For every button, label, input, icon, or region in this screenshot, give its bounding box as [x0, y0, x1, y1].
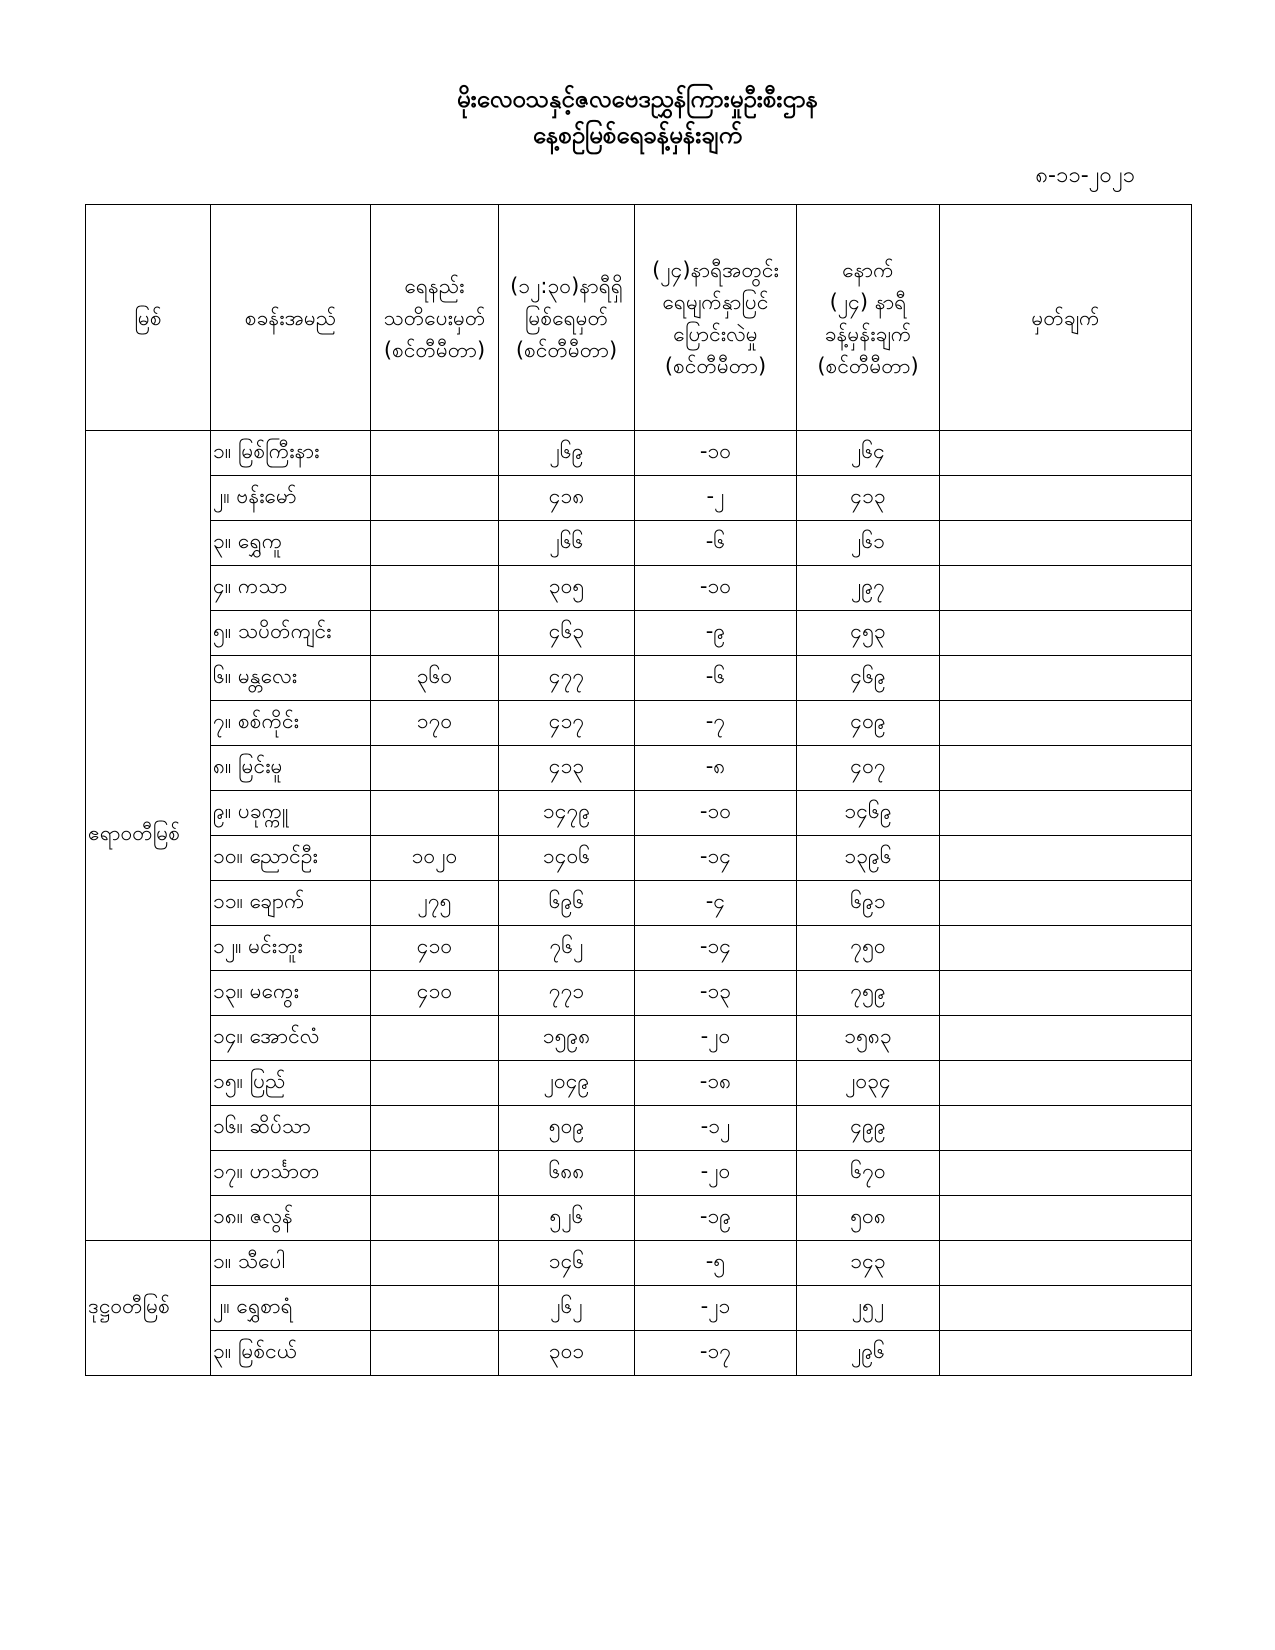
water-level: ၄၆၃ [499, 611, 635, 656]
station-name: ၆။ မန္တလေး [211, 656, 371, 701]
station-name: ၁၂။ မင်းဘူး [211, 926, 371, 971]
level-change: -၁၀ [635, 791, 797, 836]
warning-level: ၁၇၀ [371, 701, 499, 746]
warning-level: ၄၁၀ [371, 971, 499, 1016]
warning-level: ၄၁၀ [371, 926, 499, 971]
warning-level [371, 746, 499, 791]
station-name: ၃။ မြစ်ငယ် [211, 1331, 371, 1376]
table-row [86, 881, 1192, 926]
station-name: ၇။ စစ်ကိုင်း [211, 701, 371, 746]
warning-level [371, 1286, 499, 1331]
table-row [86, 1241, 1192, 1286]
station-name: ၁၁။ ချောက် [211, 881, 371, 926]
remark [940, 791, 1192, 836]
warning-level [371, 1016, 499, 1061]
level-forecast: ၂၀၃၄ [797, 1061, 940, 1106]
remark [940, 746, 1192, 791]
level-forecast: ၄၆၉ [797, 656, 940, 701]
level-change: -၆ [635, 656, 797, 701]
station-name: ၂။ ရွှေစာရံ [211, 1286, 371, 1331]
level-forecast: ၇၅၀ [797, 926, 940, 971]
warning-level: ၃၆၀ [371, 656, 499, 701]
level-change: -၂၀ [635, 1016, 797, 1061]
table-row [86, 1106, 1192, 1151]
remark [940, 1241, 1192, 1286]
warning-level [371, 611, 499, 656]
water-level: ၃၀၁ [499, 1331, 635, 1376]
level-change: -၂၁ [635, 1286, 797, 1331]
station-name: ၁၄။ အောင်လံ [211, 1016, 371, 1061]
remark [940, 566, 1192, 611]
header-change: (၂၄)နာရီအတွင်း ရေမျက်နှာပြင် ပြောင်းလဲမှု (စင်တီမီတာ) [635, 205, 797, 431]
station-name: ၁၅။ ပြည် [211, 1061, 371, 1106]
station-name: ၈။ မြင်းမူ [211, 746, 371, 791]
table-row [86, 476, 1192, 521]
remark [940, 476, 1192, 521]
table-row [86, 656, 1192, 701]
table-row [86, 791, 1192, 836]
header-station: စခန်းအမည် [211, 205, 371, 431]
warning-level [371, 1061, 499, 1106]
remark [940, 1106, 1192, 1151]
level-forecast: ၁၄၃ [797, 1241, 940, 1286]
report-date: ၈-၁၁-၂၀၂၁ [1035, 163, 1135, 188]
remark [940, 881, 1192, 926]
station-name: ၁၇။ ဟင်္သာတ [211, 1151, 371, 1196]
water-level: ၁၄၇၉ [499, 791, 635, 836]
level-forecast: ၅၀၈ [797, 1196, 940, 1241]
table-row [86, 971, 1192, 1016]
warning-level [371, 431, 499, 476]
level-change: -၁၀ [635, 566, 797, 611]
warning-level [371, 1106, 499, 1151]
warning-level [371, 1331, 499, 1376]
remark [940, 1016, 1192, 1061]
level-forecast: ၆၉၁ [797, 881, 940, 926]
station-name: ၁၀။ ညောင်ဦး [211, 836, 371, 881]
remark [940, 1331, 1192, 1376]
agency-title: မိုးလေဝသနှင့်ဇလဗေဒညွှန်ကြားမှုဦးစီးဌာန [456, 85, 819, 113]
level-forecast: ၂၆၁ [797, 521, 940, 566]
level-forecast: ၇၅၉ [797, 971, 940, 1016]
level-change: -၉ [635, 611, 797, 656]
water-level: ၃၀၅ [499, 566, 635, 611]
remark [940, 1286, 1192, 1331]
station-name: ၃။ ရွှေကူ [211, 521, 371, 566]
station-name: ၉။ ပခုက္ကူ [211, 791, 371, 836]
warning-level [371, 1196, 499, 1241]
level-change: -၁၈ [635, 1061, 797, 1106]
remark [940, 521, 1192, 566]
remark [940, 701, 1192, 746]
table-row [86, 1016, 1192, 1061]
water-level: ၂၀၄၉ [499, 1061, 635, 1106]
table-row [86, 701, 1192, 746]
level-change: -၁၇ [635, 1331, 797, 1376]
warning-level: ၂၇၅ [371, 881, 499, 926]
level-forecast: ၂၅၂ [797, 1286, 940, 1331]
level-change: -၁၄ [635, 926, 797, 971]
river-name: ဒုဋ္ဌဝတီမြစ် [86, 1241, 211, 1376]
station-name: ၂။ ဗန်းမော် [211, 476, 371, 521]
station-name: ၁၈။ ဇလွန် [211, 1196, 371, 1241]
water-level: ၆၉၆ [499, 881, 635, 926]
header-river: မြစ် [86, 205, 211, 431]
station-name: ၁၆။ ဆိပ်သာ [211, 1106, 371, 1151]
table-row [86, 566, 1192, 611]
station-name: ၄။ ကသာ [211, 566, 371, 611]
table-row [86, 926, 1192, 971]
header-water-level: (၁၂:၃၀)နာရီရှိ မြစ်ရေမှတ် (စင်တီမီတာ) [499, 205, 635, 431]
level-forecast: ၂၉၆ [797, 1331, 940, 1376]
level-forecast: ၂၉၇ [797, 566, 940, 611]
table-row [86, 1286, 1192, 1331]
level-change: -၂ [635, 476, 797, 521]
water-level: ၂၆၆ [499, 521, 635, 566]
remark [940, 1196, 1192, 1241]
water-level: ၂၆၂ [499, 1286, 635, 1331]
water-level: ၁၄၀၆ [499, 836, 635, 881]
table-row [86, 1061, 1192, 1106]
level-forecast: ၂၆၄ [797, 431, 940, 476]
warning-level [371, 791, 499, 836]
header-forecast: နောက် (၂၄) နာရီ ခန့်မှန်းချက် (စင်တီမီတာ) [797, 205, 940, 431]
remark [940, 1151, 1192, 1196]
remark [940, 926, 1192, 971]
level-forecast: ၁၃၉၆ [797, 836, 940, 881]
warning-level [371, 566, 499, 611]
report-title: နေ့စဉ်မြစ်ရေခန့်မှန်းချက် [532, 121, 743, 149]
header-row [86, 205, 1192, 431]
remark [940, 836, 1192, 881]
water-level: ၅၂၆ [499, 1196, 635, 1241]
remark [940, 971, 1192, 1016]
table-row [86, 611, 1192, 656]
table-row [86, 521, 1192, 566]
table-row [86, 1331, 1192, 1376]
water-level: ၆၈၈ [499, 1151, 635, 1196]
station-name: ၁။ သီပေါ [211, 1241, 371, 1286]
header-remark: မှတ်ချက် [940, 205, 1192, 431]
table-row [86, 746, 1192, 791]
remark [940, 431, 1192, 476]
water-level: ၁၅၉၈ [499, 1016, 635, 1061]
water-level: ၇၆၂ [499, 926, 635, 971]
level-change: -၁၉ [635, 1196, 797, 1241]
warning-level [371, 1151, 499, 1196]
water-level: ၄၁၃ [499, 746, 635, 791]
water-level: ၅၀၉ [499, 1106, 635, 1151]
level-forecast: ၄၅၃ [797, 611, 940, 656]
warning-level [371, 1241, 499, 1286]
remark [940, 656, 1192, 701]
level-change: -၇ [635, 701, 797, 746]
level-change: -၂၀ [635, 1151, 797, 1196]
table-row [86, 1151, 1192, 1196]
remark [940, 1061, 1192, 1106]
water-level: ၄၁၇ [499, 701, 635, 746]
water-level: ၁၄၆ [499, 1241, 635, 1286]
warning-level [371, 476, 499, 521]
header-warning-level: ရေနည်း သတိပေးမှတ် (စင်တီမီတာ) [371, 205, 499, 431]
warning-level [371, 521, 499, 566]
water-level: ၄၁၈ [499, 476, 635, 521]
level-change: -၁၂ [635, 1106, 797, 1151]
level-forecast: ၆၇၀ [797, 1151, 940, 1196]
level-forecast: ၄၉၉ [797, 1106, 940, 1151]
water-level: ၇၇၁ [499, 971, 635, 1016]
station-name: ၁၃။ မကွေး [211, 971, 371, 1016]
table-row [86, 431, 1192, 476]
table-row [86, 836, 1192, 881]
level-change: -၄ [635, 881, 797, 926]
station-name: ၅။ သပိတ်ကျင်း [211, 611, 371, 656]
level-change: -၆ [635, 521, 797, 566]
river-forecast-table [85, 204, 1192, 1376]
level-change: -၁၀ [635, 431, 797, 476]
level-forecast: ၄၀၇ [797, 746, 940, 791]
warning-level: ၁၀၂၀ [371, 836, 499, 881]
water-level: ၄၇၇ [499, 656, 635, 701]
level-change: -၅ [635, 1241, 797, 1286]
level-forecast: ၁၄၆၉ [797, 791, 940, 836]
level-forecast: ၄၁၃ [797, 476, 940, 521]
remark [940, 611, 1192, 656]
level-change: -၁၄ [635, 836, 797, 881]
station-name: ၁။ မြစ်ကြီးနား [211, 431, 371, 476]
table-row [86, 1196, 1192, 1241]
level-change: -၁၃ [635, 971, 797, 1016]
level-forecast: ၁၅၈၃ [797, 1016, 940, 1061]
level-forecast: ၄၀၉ [797, 701, 940, 746]
water-level: ၂၆၉ [499, 431, 635, 476]
river-name: ဧရာဝတီမြစ် [86, 431, 211, 1241]
level-change: -၈ [635, 746, 797, 791]
